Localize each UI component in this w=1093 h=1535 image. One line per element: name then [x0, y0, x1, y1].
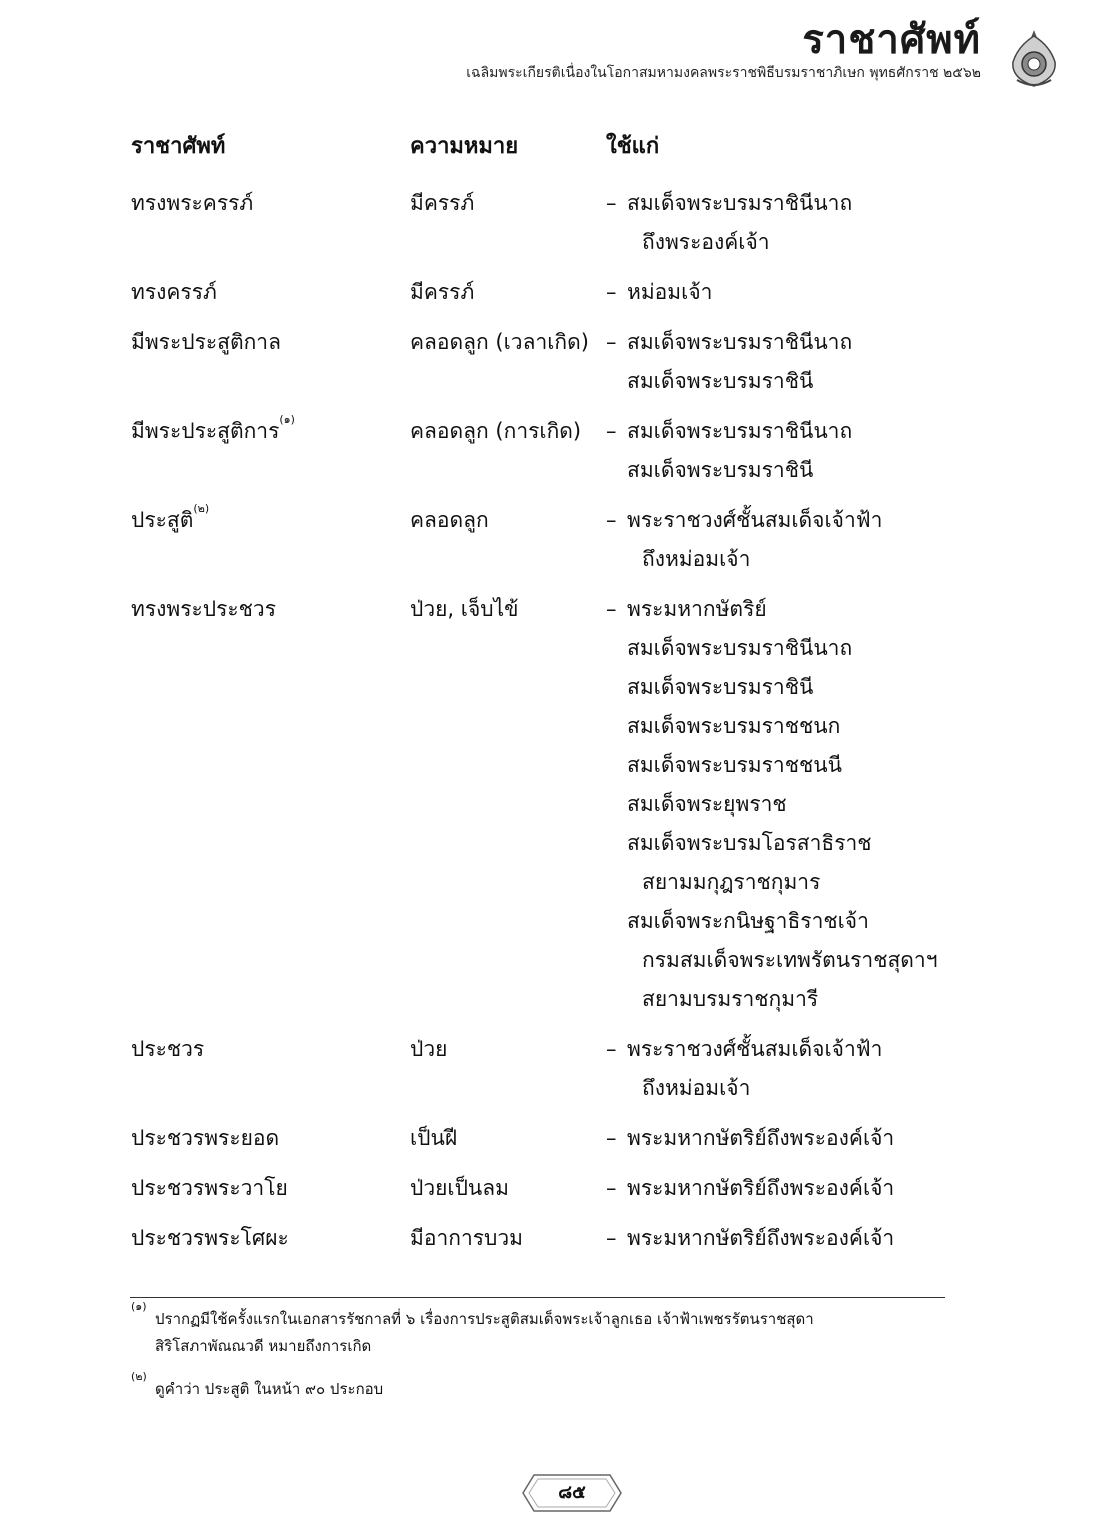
table-row: [131, 501, 961, 579]
usage-text: สมเด็จพระยุพราช: [627, 792, 787, 816]
meaning-cell: คลอดลูก (การเกิด): [410, 419, 582, 443]
term-text: ทรงครรภ์: [131, 280, 217, 304]
term-cell: [131, 412, 410, 490]
usage-line: [606, 629, 961, 668]
usage-line: [606, 590, 961, 629]
usage-cell: [606, 1219, 961, 1258]
dash-marker: –: [606, 1226, 617, 1250]
meaning-cell: คลอดลูก: [410, 508, 489, 532]
footnote-text: ปรากฏมีใช้ครั้งแรกในเอกสารรัชกาลที่ ๖ เรื่องการประสูติสมเด็จพระเจ้าลูกเธอ เจ้าฟ้าเพชรรัตนราชสุดา: [155, 1310, 814, 1328]
usage-text: สมเด็จพระบรมราชชนนี: [627, 753, 842, 777]
usage-text: สมเด็จพระบรมราชินีนาถ: [627, 330, 853, 354]
term-text: ประชวรพระโศผะ: [131, 1226, 289, 1250]
dash-marker: –: [606, 508, 617, 532]
term-text: ทรงพระครรภ์: [131, 191, 254, 215]
term-text: ทรงพระประชวร: [131, 597, 276, 621]
usage-text: สมเด็จพระบรมราชชนก: [627, 714, 841, 738]
dash-marker: –: [606, 1126, 617, 1150]
table-row: [131, 323, 961, 401]
footnote: [131, 1370, 945, 1403]
usage-text: สมเด็จพระบรมราชินีนาถ: [627, 636, 853, 660]
usage-text: กรมสมเด็จพระเทพรัตนราชสุดาฯ: [642, 948, 938, 972]
usage-line: [606, 540, 961, 579]
usage-line: [606, 1119, 961, 1158]
table-row: [131, 412, 961, 490]
footnote-reference: (๒): [193, 502, 210, 515]
footnote-mark: (๑): [131, 1300, 147, 1313]
usage-line: [606, 1219, 961, 1258]
header-subtitle: เฉลิมพระเกียรติเนื่องในโอกาสมหามงคลพระราชพิธีบรมราชาภิเษก พุทธศักราช ๒๕๖๒: [466, 65, 981, 81]
dash-marker: –: [606, 1176, 617, 1200]
term-text: ประชวร: [131, 1037, 205, 1061]
usage-text: พระราชวงศ์ชั้นสมเด็จเจ้าฟ้า: [627, 508, 883, 532]
table-row: [131, 1030, 961, 1108]
usage-cell: [606, 501, 961, 579]
usage-line: [606, 362, 961, 401]
footnote-reference: (๑): [279, 413, 295, 426]
table-row: [131, 1219, 961, 1258]
footnote-mark: (๒): [131, 1370, 147, 1383]
dash-marker: –: [606, 280, 617, 304]
royal-emblem-icon: [1005, 28, 1063, 90]
usage-text: หม่อมเจ้า: [627, 280, 713, 304]
term-cell: [131, 1030, 410, 1108]
usage-line: [606, 1169, 961, 1208]
table-row: [131, 1119, 961, 1158]
column-header-meaning: ความหมาย: [410, 134, 519, 159]
vocabulary-table: [131, 184, 961, 1269]
usage-cell: [606, 1119, 961, 1158]
usage-text: สมเด็จพระบรมราชินี: [627, 675, 814, 699]
usage-line: [606, 980, 961, 1019]
dash-marker: –: [606, 330, 617, 354]
usage-line: [606, 902, 961, 941]
usage-line: [606, 451, 961, 490]
term-cell: [131, 1119, 410, 1158]
term-cell: [131, 273, 410, 312]
footnote: [131, 1300, 945, 1360]
usage-text: สมเด็จพระบรมโอรสาธิราช: [627, 831, 872, 855]
dash-marker: –: [606, 419, 617, 443]
usage-line: [606, 746, 961, 785]
usage-text: พระมหากษัตริย์ถึงพระองค์เจ้า: [627, 1176, 895, 1200]
table-row: [131, 1169, 961, 1208]
usage-line: [606, 863, 961, 902]
usage-text: ถึงหม่อมเจ้า: [642, 547, 751, 571]
usage-line: [606, 668, 961, 707]
usage-cell: [606, 590, 961, 1019]
meaning-cell: เป็นฝี: [410, 1126, 458, 1150]
column-header-usage: ใช้แก่: [606, 134, 660, 159]
table-row: [131, 590, 961, 1019]
usage-line: [606, 323, 961, 362]
footnote-text: ดูคำว่า ประสูติ ในหน้า ๙๐ ประกอบ: [155, 1380, 384, 1398]
usage-line: [606, 273, 961, 312]
term-cell: [131, 1219, 410, 1258]
usage-cell: [606, 273, 961, 312]
usage-line: [606, 184, 961, 223]
usage-text: สมเด็จพระบรมราชินีนาถ: [627, 419, 853, 443]
table-row: [131, 184, 961, 262]
term-text: มีพระประสูติกาล: [131, 330, 281, 354]
term-cell: [131, 590, 410, 1019]
usage-line: [606, 1030, 961, 1069]
usage-text: สมเด็จพระบรมราชินี: [627, 369, 814, 393]
footnotes: [131, 1300, 945, 1419]
meaning-cell: ป่วย, เจ็บไข้: [410, 597, 519, 621]
term-text: ประชวรพระวาโย: [131, 1176, 288, 1200]
usage-line: [606, 1069, 961, 1108]
page-number: ๘๕: [558, 1482, 586, 1503]
usage-text: พระราชวงศ์ชั้นสมเด็จเจ้าฟ้า: [627, 1037, 883, 1061]
usage-text: ถึงพระองค์เจ้า: [642, 230, 770, 254]
usage-line: [606, 941, 961, 980]
meaning-cell: ป่วย: [410, 1037, 448, 1061]
usage-text: พระมหากษัตริย์ถึงพระองค์เจ้า: [627, 1226, 895, 1250]
usage-cell: [606, 184, 961, 262]
usage-text: ถึงหม่อมเจ้า: [642, 1076, 751, 1100]
term-text: มีพระประสูติการ: [131, 419, 280, 443]
dash-marker: –: [606, 597, 617, 621]
usage-line: [606, 501, 961, 540]
usage-text: สมเด็จพระบรมราชินีนาถ: [627, 191, 853, 215]
term-cell: [131, 323, 410, 401]
term-text: ประชวรพระยอด: [131, 1126, 280, 1150]
usage-text: สมเด็จพระกนิษฐาธิราชเจ้า: [627, 909, 869, 933]
dash-marker: –: [606, 191, 617, 215]
usage-line: [606, 223, 961, 262]
usage-line: [606, 412, 961, 451]
usage-cell: [606, 412, 961, 490]
header-text: [466, 18, 981, 82]
footnote-text: สิริโสภาพัณณวดี หมายถึงการเกิด: [155, 1337, 372, 1355]
header-title: ราชาศัพท์: [802, 16, 981, 63]
term-cell: [131, 1169, 410, 1208]
usage-text: สยามมกุฎราชกุมาร: [642, 870, 821, 894]
meaning-cell: มีอาการบวม: [410, 1226, 523, 1250]
meaning-cell: มีครรภ์: [410, 191, 475, 215]
table-row: [131, 273, 961, 312]
usage-cell: [606, 1169, 961, 1208]
column-header-term: ราชาศัพท์: [131, 134, 226, 159]
footnote-divider: [130, 1297, 945, 1298]
usage-cell: [606, 323, 961, 401]
meaning-cell: มีครรภ์: [410, 280, 475, 304]
usage-line: [606, 785, 961, 824]
dash-marker: –: [606, 1037, 617, 1061]
usage-line: [606, 824, 961, 863]
term-text: ประสูติ: [131, 508, 194, 532]
usage-text: พระมหากษัตริย์ถึงพระองค์เจ้า: [627, 1126, 895, 1150]
usage-text: สยามบรมราชกุมารี: [642, 987, 819, 1011]
term-cell: [131, 501, 410, 579]
meaning-cell: ป่วยเป็นลม: [410, 1176, 510, 1200]
usage-text: พระมหากษัตริย์: [627, 597, 767, 621]
meaning-cell: คลอดลูก (เวลาเกิด): [410, 330, 589, 354]
usage-cell: [606, 1030, 961, 1108]
usage-text: สมเด็จพระบรมราชินี: [627, 458, 814, 482]
usage-line: [606, 707, 961, 746]
term-cell: [131, 184, 410, 262]
